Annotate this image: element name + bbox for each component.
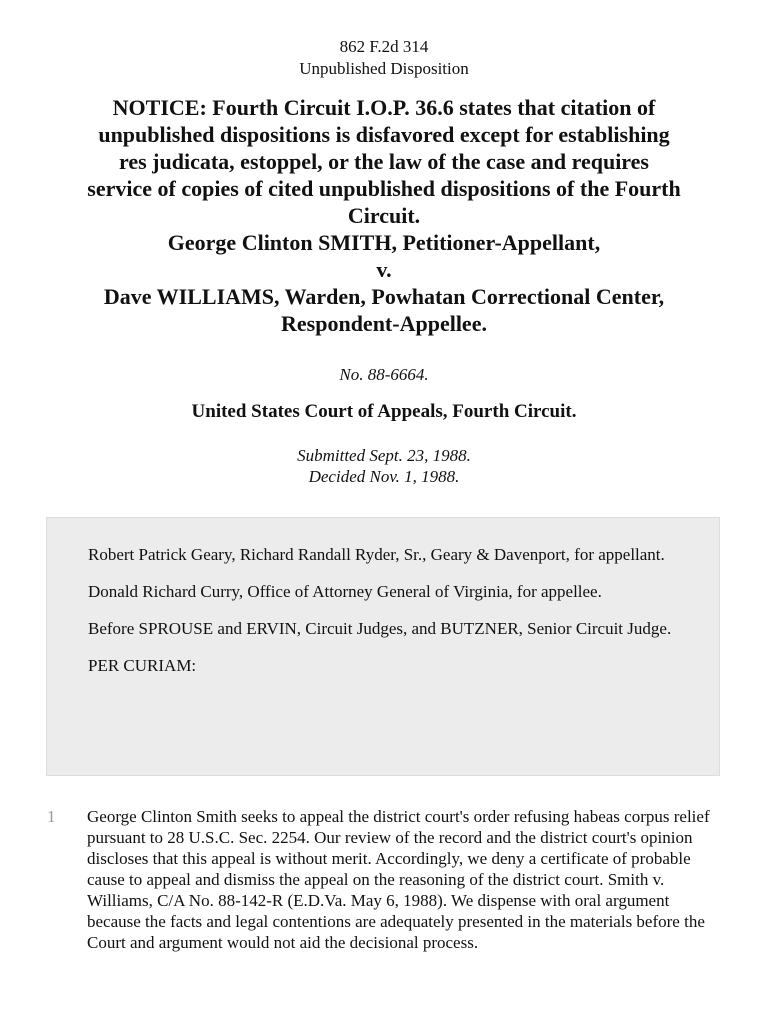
document-header (0, 0, 768, 80)
per-curiam: PER CURIAM: (88, 656, 197, 675)
disposition-type: Unpublished Disposition (299, 59, 469, 78)
caption-versus: v. (376, 257, 392, 282)
counsel-appellee: Donald Richard Curry, Office of Attorney General of Virginia, for appellee. (88, 582, 602, 601)
counsel-box (46, 517, 720, 776)
paragraph-number: 1 (47, 807, 56, 826)
citation: 862 F.2d 314 (339, 37, 429, 56)
paragraph-text: George Clinton Smith seeks to appeal the district court's order refusing habeas corpus relief pursuant to 28 U.S.C. Sec. 2254. Our review of the record and the district court's opinion discloses that this appeal is without merit. Accordingly, we deny a certificate of probable cause to appeal and dismiss the appeal on the reasoning of the district court. Smith v. Williams, C/A No. 88-142-R (E.D.Va. May 6, 1988). We dispense with oral argument because the facts and legal contentions are adequately presented in the materials before the Court and argument would not aid the decisional process. (87, 807, 710, 952)
submitted-date: Submitted Sept. 23, 1988. (297, 446, 471, 465)
notice-line: NOTICE: Fourth Circuit I.O.P. 36.6 states that citation of (112, 95, 656, 120)
caption-petitioner: George Clinton SMITH, Petitioner-Appellant, (167, 230, 601, 255)
notice-line: unpublished dispositions is disfavored except for establishing (98, 122, 670, 147)
docket-number: No. 88-6664. (339, 365, 429, 384)
caption-respondent-role: Respondent-Appellee. (281, 311, 487, 336)
notice-line: service of copies of cited unpublished dispositions of the Fourth (87, 176, 681, 201)
court-name: United States Court of Appeals, Fourth Circuit. (191, 401, 577, 422)
case-dates (0, 445, 768, 487)
panel-judges: Before SPROUSE and ERVIN, Circuit Judges, and BUTZNER, Senior Circuit Judge. (88, 619, 672, 638)
decided-date: Decided Nov. 1, 1988. (308, 467, 460, 486)
notice-line: Circuit. (347, 203, 421, 228)
counsel-appellant: Robert Patrick Geary, Richard Randall Ryder, Sr., Geary & Davenport, for appellant. (88, 545, 665, 564)
caption-respondent: Dave WILLIAMS, Warden, Powhatan Correctional Center, (103, 284, 665, 309)
notice-line: res judicata, estoppel, or the law of the case and requires (118, 149, 649, 174)
notice-and-caption (40, 94, 728, 337)
